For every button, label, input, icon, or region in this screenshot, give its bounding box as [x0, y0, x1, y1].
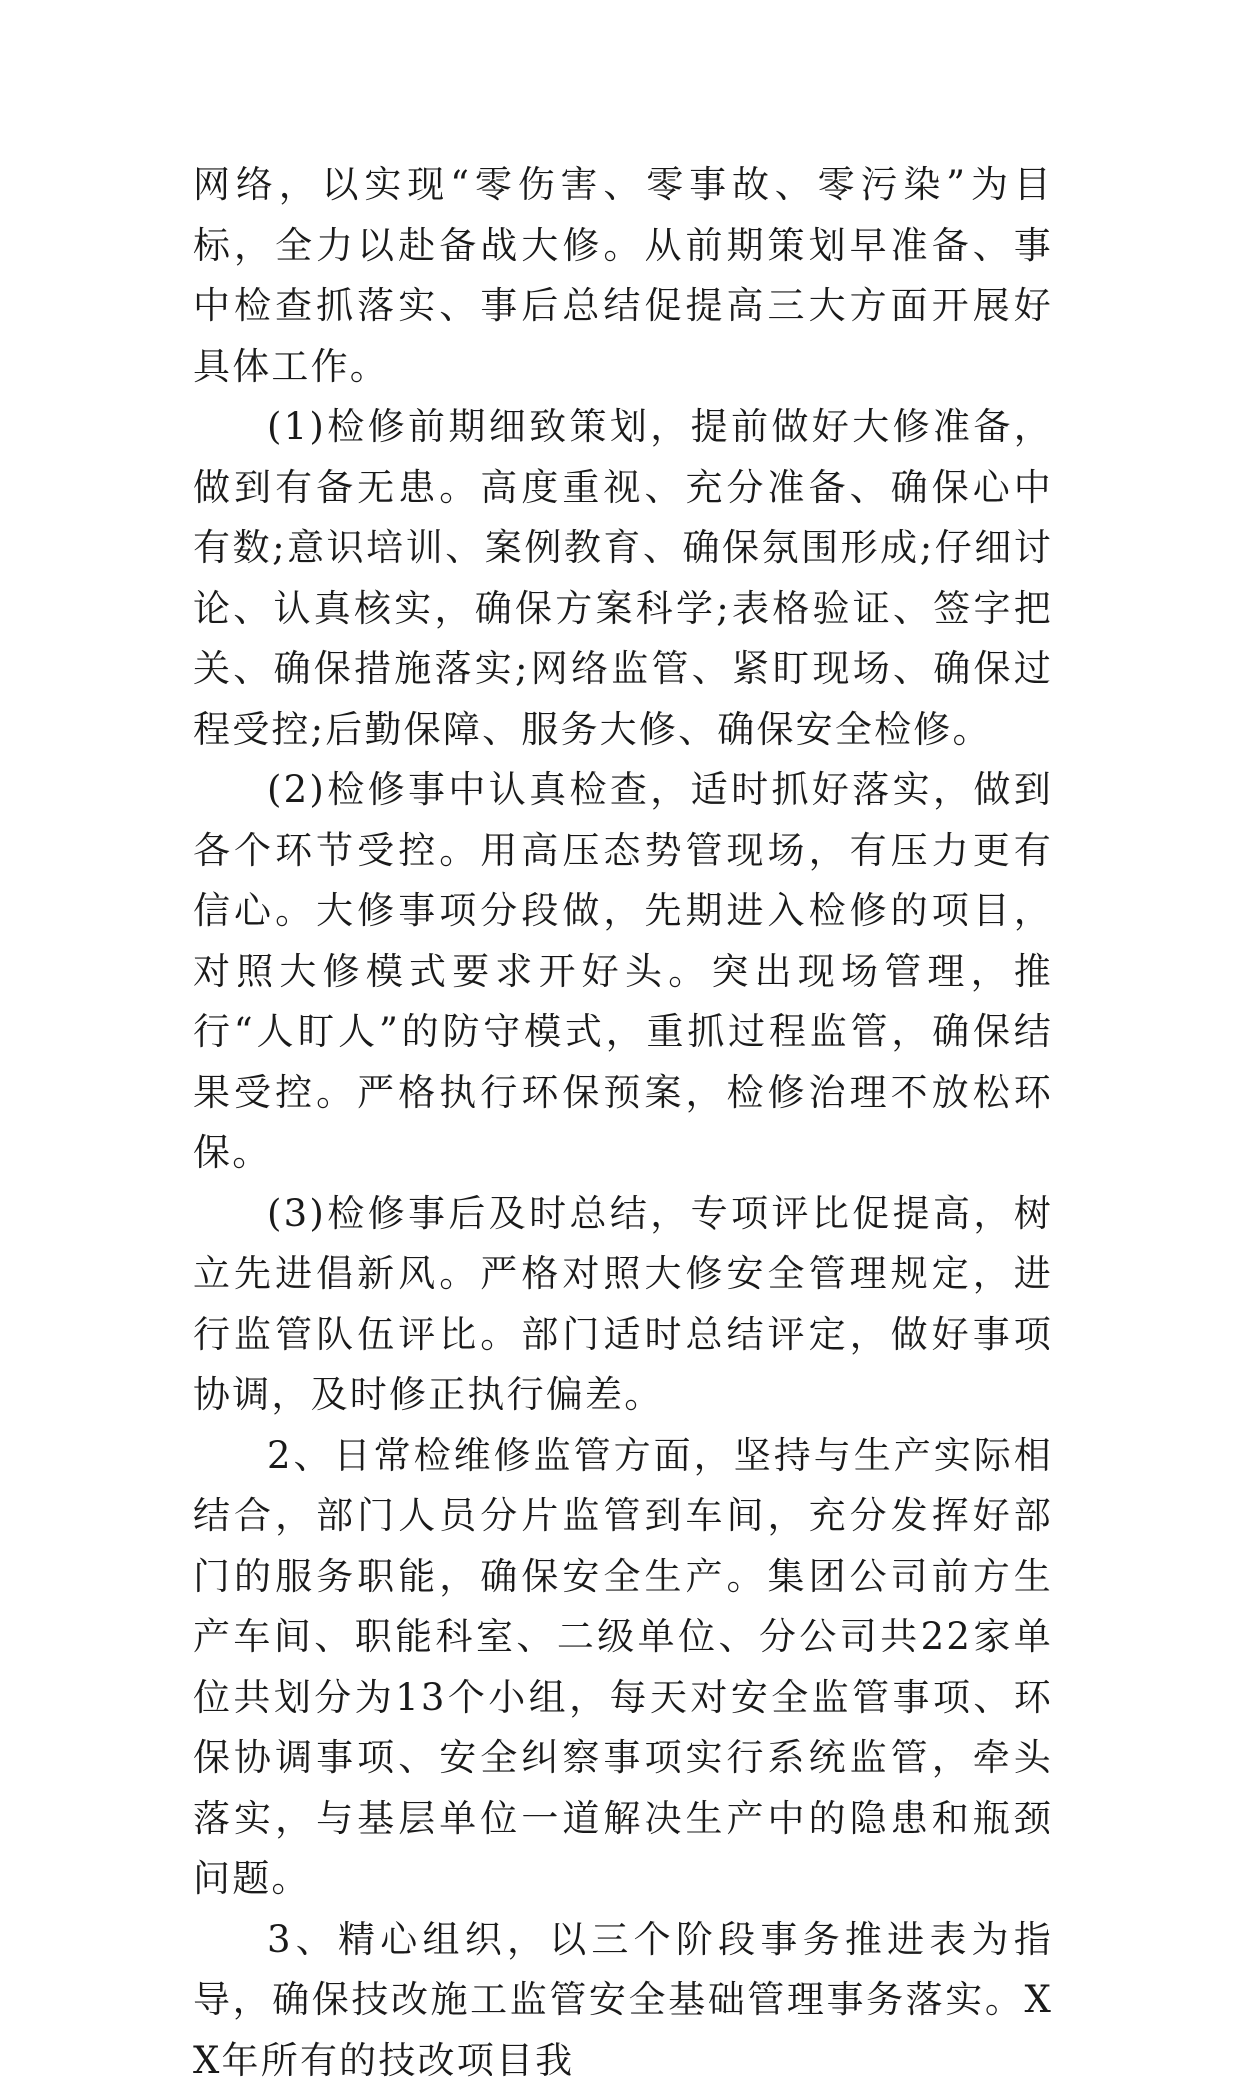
paragraph-tech-renovation: 3、精心组织，以三个阶段事务推进表为指导，确保技改施工监管安全基础管理事务落实。XX年所有的技改项目我	[193, 1910, 1053, 2091]
paragraph-intro: 网络，以实现“零伤害、零事故、零污染”为目标，全力以赴备战大修。从前期策划早准备、事中检查抓落实、事后总结促提高三大方面开展好具体工作。	[193, 155, 1053, 397]
document-body	[193, 155, 1053, 2091]
paragraph-item-3: (3)检修事后及时总结，专项评比促提高，树立先进倡新风。严格对照大修安全管理规定，进行监管队伍评比。部门适时总结评定，做好事项协调，及时修正执行偏差。	[193, 1184, 1053, 1426]
paragraph-item-2: (2)检修事中认真检查，适时抓好落实，做到各个环节受控。用高压态势管现场，有压力更有信心。大修事项分段做，先期进入检修的项目，对照大修模式要求开好头。突出现场管理，推行“人盯人”的防守模式，重抓过程监管，确保结果受控。严格执行环保预案，检修治理不放松环保。	[193, 760, 1053, 1184]
paragraph-daily-maintenance: 2、日常检维修监管方面，坚持与生产实际相结合，部门人员分片监管到车间，充分发挥好部门的服务职能，确保安全生产。集团公司前方生产车间、职能科室、二级单位、分公司共22家单位共划分为13个小组，每天对安全监管事项、环保协调事项、安全纠察事项实行系统监管，牵头落实，与基层单位一道解决生产中的隐患和瓶颈问题。	[193, 1426, 1053, 1910]
paragraph-item-1: (1)检修前期细致策划，提前做好大修准备，做到有备无患。高度重视、充分准备、确保心中有数;意识培训、案例教育、确保氛围形成;仔细讨论、认真核实，确保方案科学;表格验证、签字把关、确保措施落实;网络监管、紧盯现场、确保过程受控;后勤保障、服务大修、确保安全检修。	[193, 397, 1053, 760]
